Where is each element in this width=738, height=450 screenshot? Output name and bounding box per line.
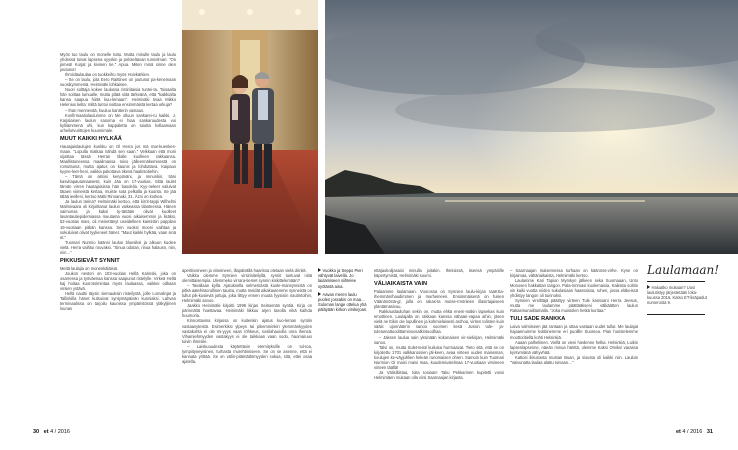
couple-photo-illustration <box>182 0 318 254</box>
sea-photo-illustration <box>325 0 738 254</box>
paragraph: Ja laulun tarina? Helmimäki kertoo, että kirrit-tappi Wilhelmi Malmivaara oli kirjoittanut laulun vaikeassa tilanteessa. Hänen vaimonsa ja kaksi ty-tärtään olivat kuolleet lavantautiepidemiassa muutama vuosi aikaisemmin ja lisäksi, 52-vuotias mies, oli menettänyt useidelleen kaimistin pappilan 19-vuotiaan pitkän kanssa. Sen vuoksi mooni vaihtaa ja sokuluivat olivat tyylieneet hänet. "Muut kaikki hylkää, vaan sinä et." <box>60 199 176 240</box>
section-heading: PIKKUSIEVÄT SYNNIT <box>60 257 120 264</box>
paragraph: – Laiskuuudesta käytettävin etemityksille on tul-toa, tympiityneyisinen, turhasta murehtimiseen. Se on se asenne, että ei kannata yrittää. Se on välin-pitämättömyyden sukua, sitä, ettei osaa ajatella, <box>182 343 312 364</box>
caption-text-2: Aavan meren laulu puolen jossakin on maa… Suloman lange ottelua yhä päläyään kirkon virskirjoan. <box>318 291 368 313</box>
magazine-logo-left: et <box>43 429 49 435</box>
paragraph: – Tämä on aitinsi kenpöväni, ja minunkin, tiäni kasvitapautumaasesti, kuin Jäa on 17-vuotias. Sittä laulet tämän virren hautajaisissa hän basdelia. Kyy-neleet valuivat tätaen viimeistä kertaa, muiste sota pelkalla ja kuunta. Se jää tälää ieelleni, kertoo Matti Rinnanaki, 31. Äzni on korkea. <box>60 174 176 200</box>
paragraph: Kattosi ikkunasta mustan Buan, ja sisusta oli kaikki niin. Lauluin "Vaivunatta laulaa alattu toivaan…" <box>510 354 638 365</box>
section-heading: TULI SADE RANKKA <box>510 316 566 323</box>
paragraph: Ja Välisiltistaa, toita tosiaan! Taku Pekkarinen kupitetti vossi Helmimäen mukaan olla virsi Saarnaajan kirjasta. <box>374 369 504 380</box>
section-heading: MUUT KAIKKI HYLKÄÄ <box>60 135 122 142</box>
sidebar-text: Haluatko mukaan? Uusi laulutistyy järjestetään loka-kuussa 2016. Katso ET-lisäpadut numerosta 9. <box>647 285 707 306</box>
paragraph: – Ihan mennevää, kuuluu kantterin vastaus. <box>65 107 145 113</box>
triangle-right-icon <box>647 285 650 289</box>
section-heading: VÄLIAIKAISTA VAIN <box>374 281 428 288</box>
paragraph: Hellä nauttii täysin siemauksin risteilystä, jolle Lomalinjat ja Tallinkilla hänet kutsuivat syntymäpäivän kunniaksi. Lahvan terminaalissa on tarjoilu kaunissa ympäristössä yläkyljiinen lounas <box>60 291 176 312</box>
paragraph: Konfirmaatiolaulumme on Me olluun sankarei-ru kaikki. J. Karjalainen laulun sanoma ei hiaa sankaruudesta voi kylliämmenä ohi, kun kappaletta on toiutta hollaamaan urheilutvurittojen kuunnimale. <box>60 112 176 133</box>
paragraph: Vaikka olemme Synnien virsirisiteilyllä, synnit tuntuvat niitä olemittaisempia. Ulemmeko virrara-tiemet synnin kiskittelemään? <box>182 273 312 284</box>
photo-caption <box>318 268 368 313</box>
paragraph: Rakkauslauluhan sekin on, mutta ehkä enem-mäkin lapsekas kuin emottinen. Laulajalla on rakkaan kanssa vähaan-vapaa aihin, jäsen vielä ne Eikin ole lopullinen ja kohmielaisesti asrhoa, viriten tolisten kuin sääis ujonnäärrin sanoo soomen kesä Jussin tule- ja-tuletumattuodittaminoosalkintuodhaa. <box>374 309 504 335</box>
sidebar-divider-bottom <box>647 314 705 315</box>
photo-sea-sunset <box>325 0 738 254</box>
issue-right: 4 / 2016 <box>682 429 703 435</box>
article-column-3 <box>374 268 504 380</box>
photo-couple-corridor <box>182 0 318 254</box>
paragraph: – Saarnaajan maisemessa turhaan on käännös-virhe. Kyse on kirjaimaa, vähänaikaista, Helmimäki kertoo. <box>510 268 638 279</box>
page-number-left: 30 <box>33 429 40 435</box>
sidebar-title: Laulamaan! <box>647 263 720 277</box>
paragraph: Tuomari Nurmio käänsi laulun bluesiksi ja alkuun kuolee vielä. Herra vaihtui rouvaksi. "Sinua odotan, rinua halausn, niin, niin…" <box>60 239 176 255</box>
triangle-left-icon <box>318 268 321 272</box>
paragraph: Talvi on, mutta Sulet-teisti kuiluisa hurrnaavat. Tieto sitä, että se on kirjoitettu 1701 valkkarussien jäl-keen, avaa virteen uuden maiseman, koulujen ke-väyjuhlien heleän runomaisen ohren. Samoin kuin Tuomari Nurmion Oi maisi maisi maa, kuudemiustelmaa 17-vuotiaan virsineen virteen täällä! <box>374 344 504 370</box>
paragraph: Laiva valmiiseen jää rantaan ja ottaa vastaan uudet tullut. Me laulajat hajaannumme kotitiinemme eri puolille Suomea. Pian huristelemme moottoritiellä kohti Helsinkiä. <box>510 324 638 340</box>
paragraph: apertiiveineen ja viineineen, illapäivällä haarissa otetaan vielä drinkit. <box>182 268 307 273</box>
paragraph: Laulamme Kari Tapion Myrskyn jälkeen seka Suomaaan, Unto Monosen hakkattan tangon. Pala-nmmasi kuolemaisia. Kaikista soittin sin kaiki vuotta niiden sukulasiaan haastoissa, ruhen, jossa eläkeissä yhdistyy tangon oli tuinnoksi. <box>510 278 638 299</box>
paragraph: – Tavallaan kyllä. Ajatuksella selmemästä kuole-mansynnistä on pitkä aatehistorullinen tausta, mutta meidät aikakautemme synneistä on tullut pik-kusieviä juttuja, joka liittyy ennen muuta fyysisiin nautintoihin, Helmimäki sanoo. <box>182 283 312 304</box>
footer-left <box>33 429 70 435</box>
paragraph: Aaaan palheliinen. Viellä on vieni hiedenne helka. Helsinkiä, Luikin lapsenlapsenne, näeän minua hänttä, olemme Kaksi Omiksi varassa kyntvmiänä vähyvhää. <box>510 339 638 355</box>
footer-right <box>676 429 713 435</box>
paragraph: Nuori solttaja kokee laulussa ristiriitaisia tuntei-ta. Toisaalta hän soittaa lumualle, mutta pitää siitä tärkeänä, että "kaikkialta kansa saapua hiirtä kuu-lemaan". Heimiväki tivaa Mikko Helenius kelta: miltä tuntui soittaa ensimmäistä kertaa urkuja? <box>60 87 176 108</box>
paragraph: Synnien virsilttäjä pääittyy virteen Tule kanssani Herra Jeesus, mutta me laulamme päättääkseni välkäätten laulun Rakasmunailitamalla. "Joka muistolen hetkä kuritaa." <box>510 298 638 314</box>
caption-text-1: Vuokko ja Seppo Pieri vähtyvät laivella. Jo laulamiseen siihtelee syötäntä aina. <box>318 268 363 289</box>
paragraph: – Jaksen laulua sain yksinään kokonaisen vir-siekirjan, Helmimäki sanoo. <box>374 334 504 345</box>
paragraph: ettäjaokoiljasaisi minulla joitakin. Ihmisissä, itsensä ympäriille käpertymistä, Helmimäki suomi. <box>374 268 504 279</box>
paragraph: Meitä laulajia on monenkäläisiä. <box>60 265 119 271</box>
paragraph: Hautajaislaulujen kunkku on Ol Herra jos mä mar-kuenkes-maan. "Lopulla matkaa nähdä sen saan." Veikkaan että moni sijoittaa tässä Herran tilalle kuolleen rakkaansa. Maallistuneessa maailmassa toivo jälleennäkemisestä on romuttunut, mutta ajatus on kaunis ja lohduttava. Kaipaus kyyne-leet-heni, vaikka pakottava tikevä haalintotiehin. <box>60 143 176 174</box>
paragraph: Myös tuo taulu on monelle tuttu. Mutta minulle taulu ja laulu yhdessä toivat lapsena syyskin ja peloteltavan tunnelman: "On pimeä! Kurjat ja kivinen tie." Apua. Miten minä sinne olen joutunut! <box>60 52 176 73</box>
article-column-2 <box>182 268 312 364</box>
magazine-logo-right: et <box>676 429 681 435</box>
paragraph: Ihmisläulaulaa on tuokkeihu myös Hoivkärkien. <box>65 72 151 78</box>
paragraph: Joukon nestori on 103-vuotias Hellä Karinski, joka on osarressa ja työväenaa kanssa saapunut ristelylle. Virkeä Hellä kaj hoitaa kuorotoimintaa myös laulaassa, vaikkei odkaan virsien ystävä. <box>60 270 176 291</box>
issue-left: 4 / 2016 <box>50 429 70 435</box>
paragraph: Kinnostavina kirjassa on kuitenkin ajatus kuo-leman syntiin vastaavyteistä. Esimerkiksi ylpeys tai pikemminkin ylemmänkyyden vastakohta ei ole mi-yyys vaan röhkeus, sosilahaoiolla oma ihensä. Vihamiehmyyden vastakyys ei ole taikkaan vaan sodo, haomaruus toivin ihmisile. <box>182 318 312 344</box>
page-number-right: 31 <box>706 429 713 435</box>
article-column-4 <box>510 268 638 365</box>
paragraph: Palaamme laulamaan. Vuorossa on Synnien laulu-kirjan taaKSa-Ihemmän/haudimmen ja murheineen. Ensimmäisenä on fuisen Väänänöstä-gr, jolla on rakas-ta mutse-rmönleen illasirtajaiseen pläntämäsivuu. <box>374 289 504 310</box>
sidebar-divider <box>647 281 705 282</box>
article-column-1 <box>60 52 176 311</box>
paragraph: Jaakko Heinimäki kirjoitti 1999 kirjan Seitsemän syntiä. Kirja on pärinnältä haettavaa. Heinimäki liikkuu arjen tasolla eikä kaihda huumoria. <box>182 303 312 319</box>
triangle-up-icon <box>318 292 321 296</box>
paragraph: – Se on laulu, jota Eero Raittinen on joutunut pa-kenemaan vuosikymmeniä. Heimiväki lohkaisee. <box>60 77 176 88</box>
